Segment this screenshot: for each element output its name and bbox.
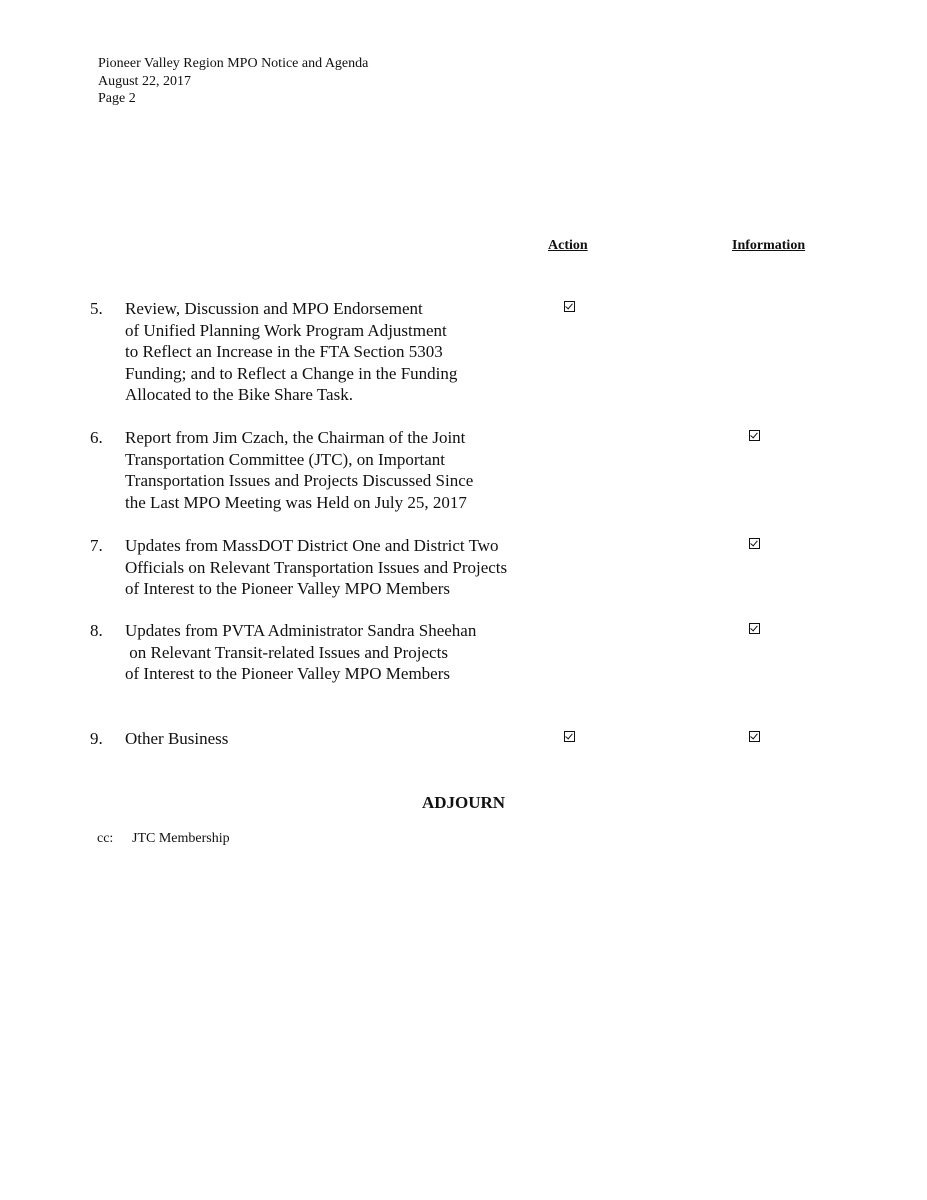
adjourn-heading: ADJOURN xyxy=(421,793,506,812)
item-line: Other Business xyxy=(125,729,229,748)
item-number: 9. xyxy=(90,729,103,748)
information-column-header: Information xyxy=(732,238,806,253)
information-checkbox-icon xyxy=(749,538,760,549)
information-checkbox-icon xyxy=(749,623,760,634)
action-checkbox-icon xyxy=(564,301,575,312)
item-text xyxy=(125,298,555,406)
item-number: 5. xyxy=(90,299,103,318)
information-checkbox-icon xyxy=(749,731,760,742)
cc-line xyxy=(97,831,230,847)
action-column-header: Action xyxy=(548,238,588,253)
information-checkbox-icon xyxy=(749,430,760,441)
item-line: Report from Jim Czach, the Chairman of the Joint xyxy=(125,428,466,447)
item-line: Updates from PVTA Administrator Sandra Sheehan xyxy=(125,621,477,640)
item-number: 7. xyxy=(90,536,103,555)
item-line: of Unified Planning Work Program Adjustment xyxy=(125,320,447,340)
item-line: Funding; and to Reflect a Change in the Funding xyxy=(125,363,458,383)
action-checkbox-icon xyxy=(564,731,575,742)
item-line: Allocated to the Bike Share Task. xyxy=(125,385,353,404)
item-line: Updates from MassDOT District One and District Two xyxy=(125,536,499,555)
header-title: Pioneer Valley Region MPO Notice and Agenda xyxy=(98,56,369,71)
item-line: of Interest to the Pioneer Valley MPO Members xyxy=(125,664,450,683)
header-date: August 22, 2017 xyxy=(98,73,191,89)
header-page: Page 2 xyxy=(98,91,136,106)
item-number: 6. xyxy=(90,428,103,447)
item-line: Transportation Committee (JTC), on Important xyxy=(125,449,445,469)
item-text xyxy=(125,728,555,750)
item-line: Officials on Relevant Transportation Issues and Projects xyxy=(125,557,508,577)
item-line: on Relevant Transit-related Issues and Projects xyxy=(125,642,448,662)
cc-value: JTC Membership xyxy=(132,831,230,846)
item-line: Review, Discussion and MPO Endorsement xyxy=(125,299,423,318)
item-line: the Last MPO Meeting was Held on July 25, 2017 xyxy=(125,492,467,512)
cc-label: cc: xyxy=(97,831,114,846)
item-text xyxy=(125,427,555,513)
item-line: Transportation Issues and Projects Discussed Since xyxy=(125,471,474,490)
item-number: 8. xyxy=(90,621,103,640)
item-text xyxy=(125,535,555,600)
document-header xyxy=(98,55,368,108)
item-line: of Interest to the Pioneer Valley MPO Members xyxy=(125,579,450,598)
item-line: to Reflect an Increase in the FTA Section 5303 xyxy=(125,342,443,361)
item-text xyxy=(125,620,555,685)
